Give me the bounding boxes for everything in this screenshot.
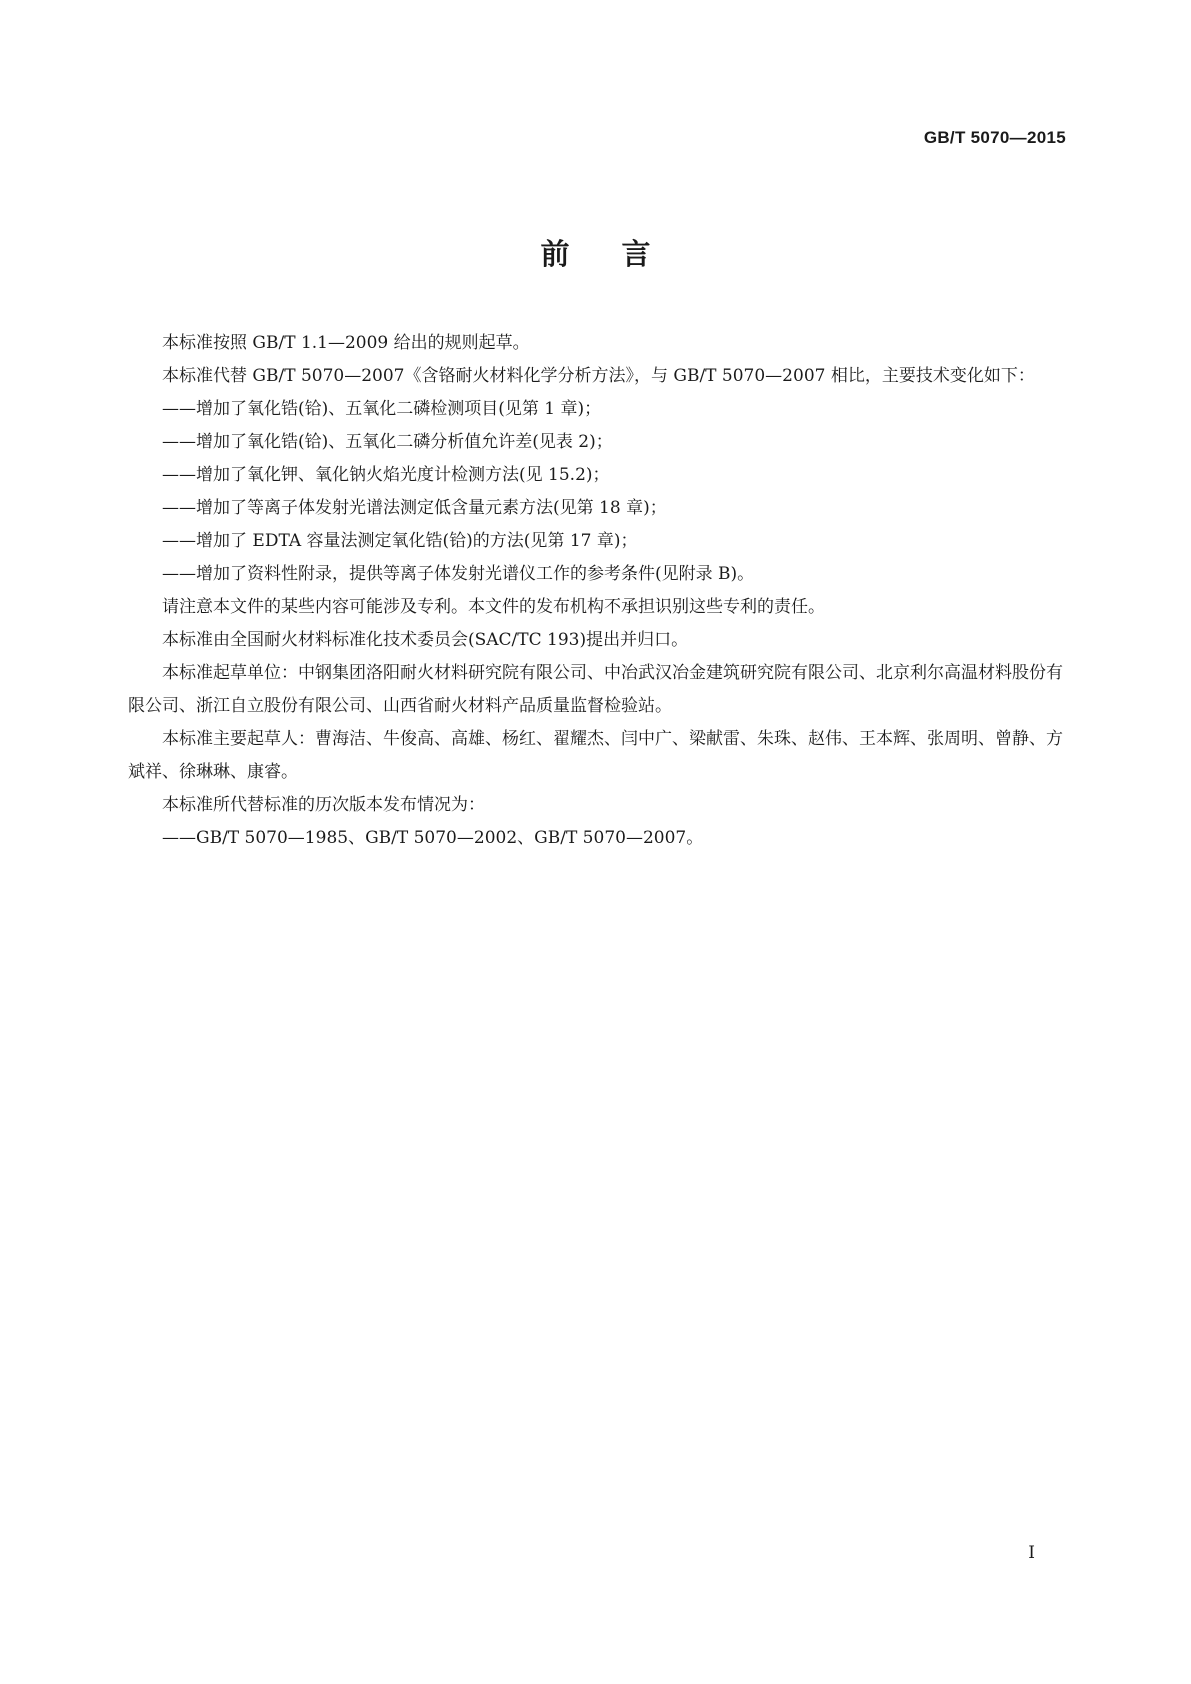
history-item: ——GB/T 5070—1985、GB/T 5070—2002、GB/T 5070—2007。 <box>162 828 704 848</box>
change-item: ——增加了资料性附录，提供等离子体发射光谱仪工作的参考条件(见附录 B)。 <box>162 564 755 584</box>
paragraph-history-intro: 本标准所代替标准的历次版本发布情况为： <box>162 795 485 815</box>
paragraph-drafting-units: 本标准起草单位：中钢集团洛阳耐火材料研究院有限公司、中冶武汉冶金建筑研究院有限公司、北京利尔高温材料股份有限公司、浙江自立股份有限公司、山西省耐火材料产品质量监督检验站。 <box>128 663 1063 716</box>
page-title: 前言 <box>540 237 703 271</box>
paragraph-replacement: 本标准代替 GB/T 5070—2007《含铬耐火材料化学分析方法》，与 GB/T 5070—2007 相比，主要技术变化如下： <box>162 366 1035 386</box>
preface-body <box>128 327 1066 855</box>
paragraph-patent-notice: 请注意本文件的某些内容可能涉及专利。本文件的发布机构不承担识别这些专利的责任。 <box>162 597 825 617</box>
page-number: I <box>1028 1543 1035 1563</box>
paragraph-drafters: 本标准主要起草人：曹海洁、牛俊高、高雄、杨红、翟耀杰、闫中广、梁献雷、朱珠、赵伟、王本辉、张周明、曾静、方斌祥、徐琳琳、康睿。 <box>128 729 1063 782</box>
change-item: ——增加了 EDTA 容量法测定氧化锆(铪)的方法(见第 17 章)； <box>162 531 638 551</box>
change-item: ——增加了等离子体发射光谱法测定低含量元素方法(见第 18 章)； <box>162 498 667 518</box>
paragraph-drafting-rules: 本标准按照 GB/T 1.1—2009 给出的规则起草。 <box>162 333 530 353</box>
paragraph-committee: 本标准由全国耐火材料标准化技术委员会(SAC/TC 193)提出并归口。 <box>162 630 689 650</box>
change-item: ——增加了氧化锆(铪)、五氧化二磷检测项目(见第 1 章)； <box>162 399 602 419</box>
change-item: ——增加了氧化钾、氧化钠火焰光度计检测方法(见 15.2)； <box>162 465 610 485</box>
standard-code: GB/T 5070—2015 <box>923 128 1066 147</box>
change-item: ——增加了氧化锆(铪)、五氧化二磷分析值允许差(见表 2)； <box>162 432 613 452</box>
